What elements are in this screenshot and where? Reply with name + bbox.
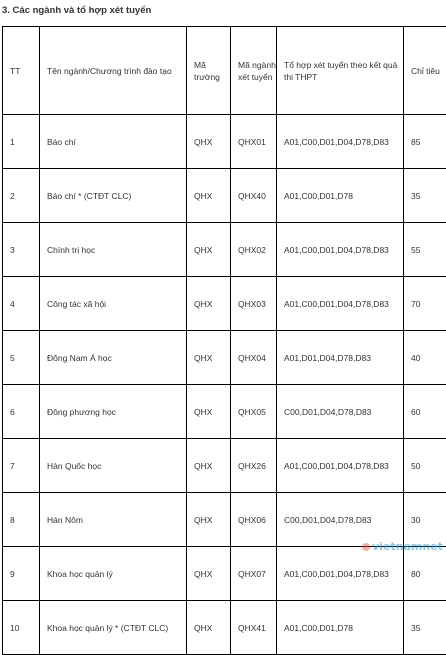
- table-row: [3, 223, 446, 277]
- header-program-name: Tên ngành/Chương trình đào tạo: [40, 27, 187, 115]
- cell-school-code: QHX: [187, 547, 231, 601]
- cell-quota: 40: [404, 331, 446, 385]
- table-row: [3, 439, 446, 493]
- cell-subject-combination: A01,C00,D01,D04,D78,D83: [277, 115, 404, 169]
- cell-row-number: 2: [3, 169, 40, 223]
- cell-subject-combination: A01,C00,D01,D78: [277, 601, 404, 655]
- cell-quota: 35: [404, 601, 446, 655]
- cell-major-code: QHX02: [231, 223, 277, 277]
- cell-row-number: 8: [3, 493, 40, 547]
- cell-school-code: QHX: [187, 493, 231, 547]
- cell-school-code: QHX: [187, 601, 231, 655]
- cell-subject-combination: C00,D01,D04,D78,D83: [277, 493, 404, 547]
- cell-program-name: Báo chí: [40, 115, 187, 169]
- cell-major-code: QHX05: [231, 385, 277, 439]
- cell-subject-combination: A01,C00,D01,D04,D78,D83: [277, 223, 404, 277]
- cell-program-name: Đông phương học: [40, 385, 187, 439]
- table-body: [3, 115, 446, 655]
- cell-program-name: Hán Nôm: [40, 493, 187, 547]
- table-row: [3, 601, 446, 655]
- cell-quota: 50: [404, 439, 446, 493]
- cell-subject-combination: A01,C00,D01,D78: [277, 169, 404, 223]
- watermark-text: vietnamnet: [372, 540, 443, 553]
- cell-row-number: 5: [3, 331, 40, 385]
- cell-subject-combination: A01,D01,D04,D78,D83: [277, 331, 404, 385]
- table-row: [3, 547, 446, 601]
- clipped-previous-text: [0, 0, 446, 2]
- cell-row-number: 9: [3, 547, 40, 601]
- cell-school-code: QHX: [187, 115, 231, 169]
- cell-major-code: QHX06: [231, 493, 277, 547]
- admission-table-container: [2, 26, 446, 655]
- cell-major-code: QHX41: [231, 601, 277, 655]
- cell-program-name: Đông Nam Á học: [40, 331, 187, 385]
- cell-quota: 70: [404, 277, 446, 331]
- section-heading: 3. Các ngành và tổ hợp xét tuyển: [2, 5, 151, 16]
- header-tt: TT: [3, 27, 40, 115]
- cell-subject-combination: C00,D01,D04,D78,D83: [277, 385, 404, 439]
- cell-quota: 80: [404, 547, 446, 601]
- cell-major-code: QHX07: [231, 547, 277, 601]
- cell-school-code: QHX: [187, 277, 231, 331]
- cell-major-code: QHX01: [231, 115, 277, 169]
- table-row: [3, 331, 446, 385]
- header-major-code: Mã ngành xét tuyển: [231, 27, 277, 115]
- cell-quota: 30: [404, 493, 446, 547]
- table-row: [3, 385, 446, 439]
- cell-row-number: 7: [3, 439, 40, 493]
- watermark-logo: [362, 540, 443, 553]
- cell-school-code: QHX: [187, 223, 231, 277]
- cell-program-name: Báo chí * (CTĐT CLC): [40, 169, 187, 223]
- cell-program-name: Hàn Quốc học: [40, 439, 187, 493]
- cell-major-code: QHX03: [231, 277, 277, 331]
- cell-quota: 60: [404, 385, 446, 439]
- admission-table: [2, 26, 446, 655]
- cell-school-code: QHX: [187, 331, 231, 385]
- cell-quota: 35: [404, 169, 446, 223]
- cell-school-code: QHX: [187, 439, 231, 493]
- table-row: [3, 115, 446, 169]
- header-subject-combination: Tổ hợp xét tuyển theo kết quả thi THPT: [277, 27, 404, 115]
- table-header-row: [3, 27, 446, 115]
- cell-major-code: QHX40: [231, 169, 277, 223]
- cell-program-name: Công tác xã hội: [40, 277, 187, 331]
- cell-major-code: QHX04: [231, 331, 277, 385]
- cell-subject-combination: A01,C00,D01,D04,D78,D83: [277, 277, 404, 331]
- cell-quota: 85: [404, 115, 446, 169]
- table-row: [3, 493, 446, 547]
- cell-row-number: 1: [3, 115, 40, 169]
- cell-program-name: Khoa học quản lý * (CTĐT CLC): [40, 601, 187, 655]
- logo-dot-icon: [362, 543, 370, 551]
- cell-row-number: 10: [3, 601, 40, 655]
- cell-subject-combination: A01,C00,D01,D04,D78,D83: [277, 439, 404, 493]
- cell-major-code: QHX26: [231, 439, 277, 493]
- cell-program-name: Chính trị học: [40, 223, 187, 277]
- cell-row-number: 6: [3, 385, 40, 439]
- header-quota: Chỉ tiêu: [404, 27, 446, 115]
- cell-row-number: 3: [3, 223, 40, 277]
- table-row: [3, 277, 446, 331]
- header-school-code: Mã trường: [187, 27, 231, 115]
- cell-school-code: QHX: [187, 169, 231, 223]
- cell-row-number: 4: [3, 277, 40, 331]
- cell-school-code: QHX: [187, 385, 231, 439]
- cell-subject-combination: A01,C00,D01,D04,D78,D83: [277, 547, 404, 601]
- cell-quota: 55: [404, 223, 446, 277]
- table-row: [3, 169, 446, 223]
- cell-program-name: Khoa học quản lý: [40, 547, 187, 601]
